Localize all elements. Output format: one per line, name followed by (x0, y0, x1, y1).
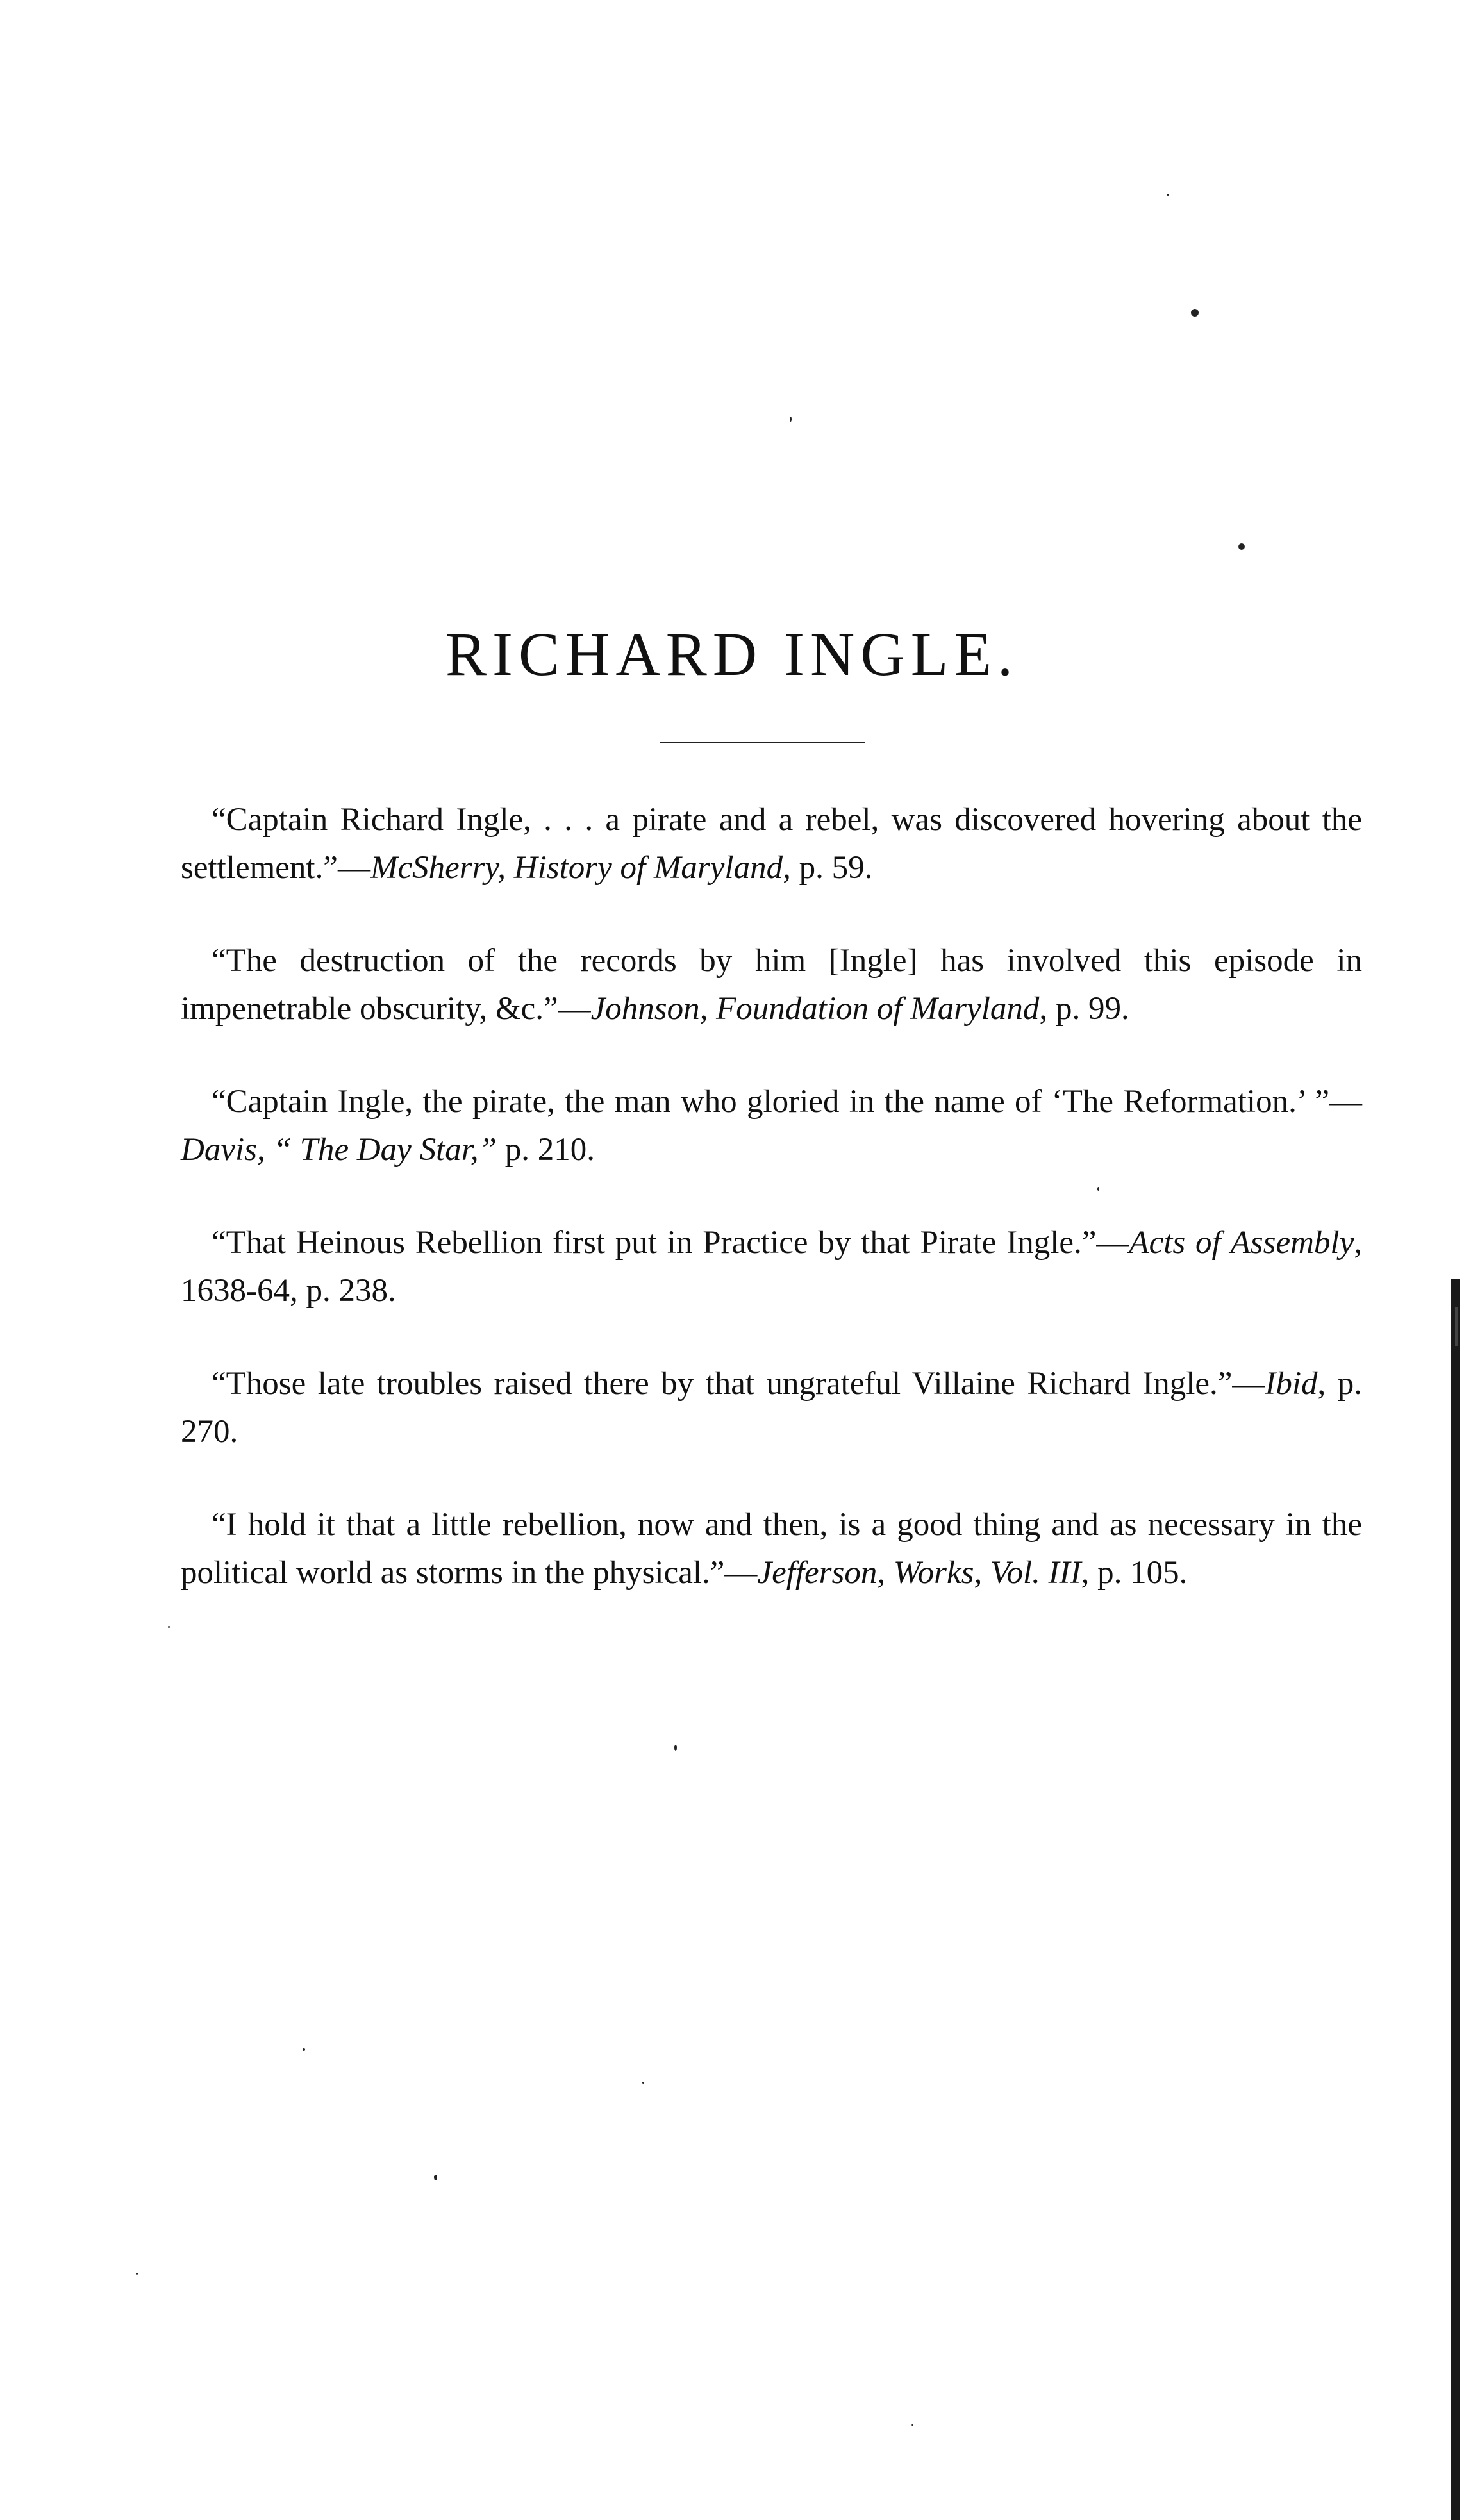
page-title: RICHARD INGLE. (445, 620, 1019, 688)
scan-speck (674, 1745, 677, 1751)
quote-source: Johnson, Foundation of Maryland (590, 991, 1040, 1027)
quote-mcsherry (181, 796, 1362, 892)
scan-speck (1167, 194, 1169, 196)
scan-speck (303, 2048, 305, 2051)
quote-source: Ibid (1265, 1366, 1318, 1402)
quote-text: “That Heinous Rebellion first put in Practice by that Pirate Ingle.”— (212, 1225, 1129, 1261)
quote-page-ref: , p. 99. (1039, 991, 1129, 1027)
quote-page-ref: , p. 59. (783, 850, 873, 886)
quote-text: “I hold it that a little rebellion, now and then, is a good thing and as necessary in the political world as storms in the physical.”— (181, 1507, 1362, 1591)
quote-source: Davis, “ The Day Star,” (181, 1132, 497, 1168)
scan-speck (168, 1626, 170, 1628)
quote-page-ref: , p. 105. (1081, 1555, 1188, 1591)
scan-edge-mark (1455, 1307, 1458, 1346)
quote-ibid (181, 1360, 1362, 1456)
epigraph-list (181, 796, 1362, 1642)
scan-speck (1191, 309, 1199, 317)
scan-speck (642, 2082, 644, 2084)
quote-text: “Captain Ingle, the pirate, the man who gloried in the name of ‘The Reformation.’ ”— (212, 1084, 1362, 1120)
quote-source: Jefferson, Works, Vol. III (757, 1555, 1081, 1591)
quote-text: “Those late troubles raised there by that ungrateful Villaine Richard Ingle.”— (212, 1366, 1265, 1402)
scan-speck (1238, 543, 1245, 550)
quote-acts-of-assembly (181, 1219, 1362, 1315)
quote-jefferson (181, 1501, 1362, 1597)
quote-source: Acts of Assembly (1129, 1225, 1354, 1261)
scan-speck (911, 2424, 913, 2426)
scan-speck (434, 2175, 437, 2180)
scan-edge-shadow (1451, 1279, 1460, 2520)
quote-text: “Captain Richard Ingle, . . . a pirate and a rebel, was discovered hovering about the settlement.”— (181, 802, 1362, 886)
quote-page-ref: , 1638-64, p. 238. (181, 1225, 1362, 1309)
scan-speck (790, 417, 792, 422)
title-rule (660, 742, 865, 743)
quote-page-ref: , p. 270. (181, 1366, 1362, 1450)
scan-speck (1097, 1187, 1099, 1191)
quote-source: McSherry, History of Maryland (370, 850, 783, 886)
scan-speck (136, 2273, 138, 2275)
quote-johnson (181, 937, 1362, 1033)
quote-davis (181, 1078, 1362, 1174)
quote-text: “The destruction of the records by him [Ingle] has involved this episode in impenetrable obscurity, &c.”— (181, 943, 1362, 1027)
quote-page-ref: p. 210. (497, 1132, 595, 1168)
